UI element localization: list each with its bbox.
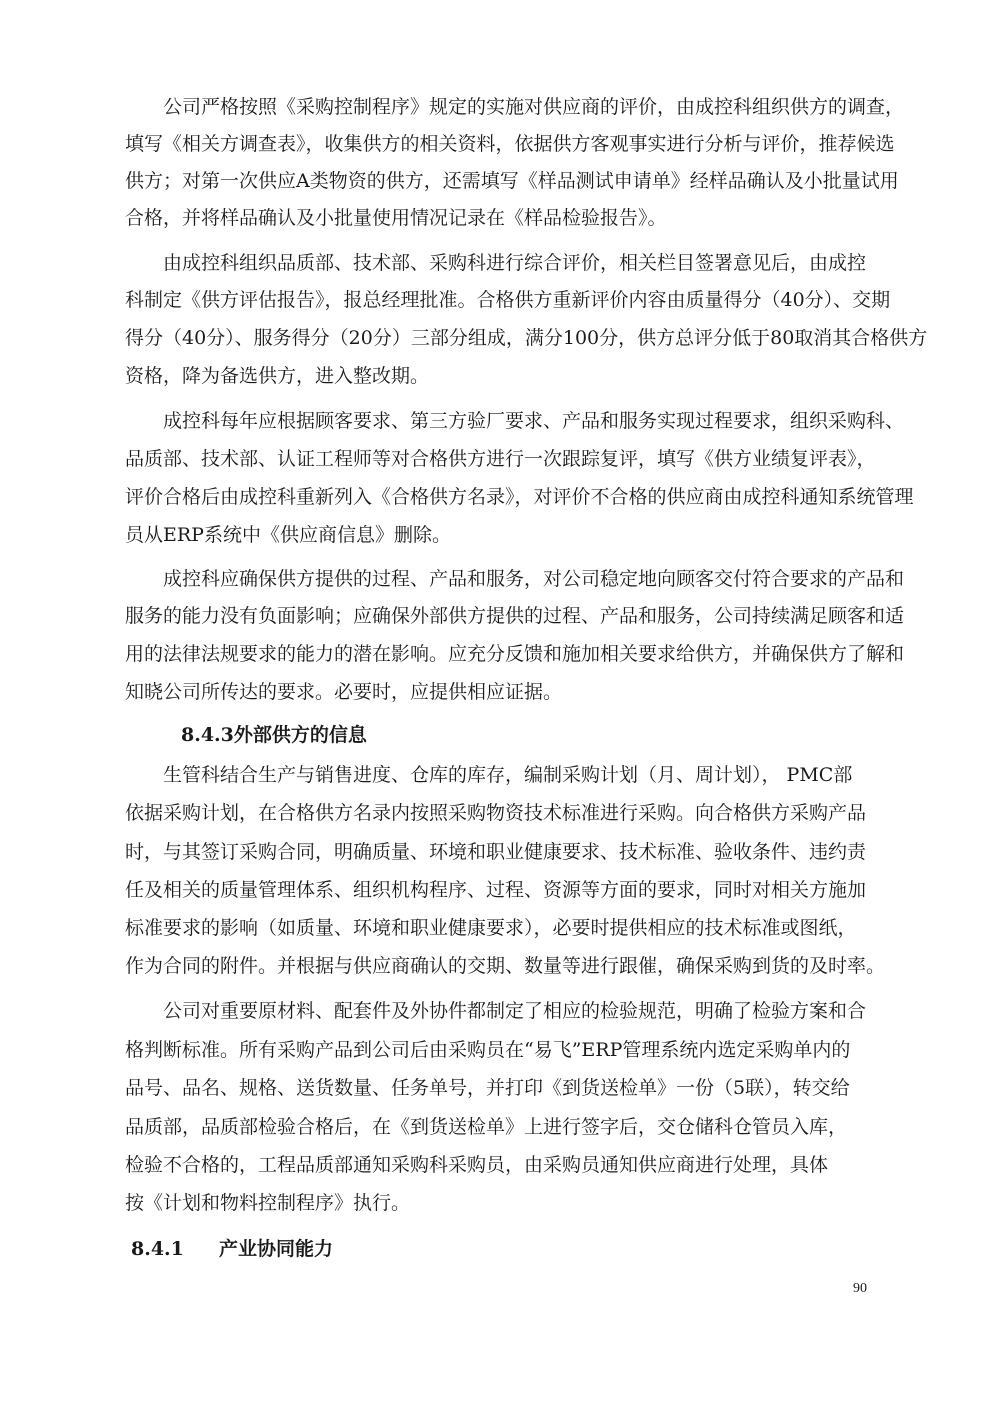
- p2-line-4: 资格，降为备选供方，进入整改期。: [125, 365, 430, 387]
- p1-line-4: 合格，并将样品确认及小批量使用情况记录在《样品检验报告》。: [125, 207, 667, 229]
- page-number: 90: [853, 1281, 867, 1296]
- p1-line-1: 公司严格按照《采购控制程序》规定的实施对供应商的评价，由成控科组织供方的调查，: [163, 96, 905, 118]
- p4-line-1: 成控科应确保供方提供的过程、产品和服务，对公司稳定地向顾客交付符合要求的产品和: [163, 568, 905, 590]
- p6-line-6: 按《计划和物料控制程序》执行。: [125, 1192, 411, 1214]
- p6-line-3: 品号、品名、规格、送货数量、任务单号，并打印《到货送检单》一份（5联），转交给: [125, 1077, 850, 1099]
- p6-line-2: 格判断标准。所有采购产品到公司后由采购员在“易飞”ERP管理系统内选定采购单内的: [125, 1039, 851, 1061]
- p2-line-1: 由成控科组织品质部、技术部、采购科进行综合评价，相关栏目签署意见后，由成控: [163, 252, 867, 274]
- section-title: 产业协同能力: [219, 1238, 334, 1260]
- p5-line-6: 作为合同的附件。并根据与供应商确认的交期、数量等进行跟催，确保采购到货的及时率。: [125, 955, 886, 977]
- p3-line-1: 成控科每年应根据顾客要求、第三方验厂要求、产品和服务实现过程要求，组织采购科、: [163, 410, 905, 432]
- p1-line-2: 填写《相关方调查表》，收集供方的相关资料，依据供方客观事实进行分析与评价，推荐候选: [125, 133, 895, 155]
- section-heading-8-4-3: 8.4.3外部供方的信息: [181, 724, 367, 746]
- p5-line-5: 标准要求的影响（如质量、环境和职业健康要求），必要时提供相应的技术标准或图纸，: [125, 917, 857, 939]
- p4-line-3: 用的法律法规要求的能力的潜在影响。应充分反馈和施加相关要求给供方，并确保供方了解和: [125, 643, 905, 665]
- p3-line-4: 员从ERP系统中《供应商信息》删除。: [125, 524, 451, 546]
- p4-line-4: 知晓公司所传达的要求。必要时，应提供相应证据。: [125, 681, 563, 703]
- p2-line-3: 得分（40分）、服务得分（20分）三部分组成，满分100分，供方总评分低于80取消其合格供方: [125, 327, 928, 349]
- p4-line-2: 服务的能力没有负面影响；应确保外部供方提供的过程、产品和服务，公司持续满足顾客和适: [125, 605, 905, 627]
- p1-line-3: 供方；对第一次供应A类物资的供方，还需填写《样品测试申请单》经样品确认及小批量试用: [125, 170, 899, 192]
- p5-line-2: 依据采购计划，在合格供方名录内按照采购物资技术标准进行采购。向合格供方采购产品: [125, 802, 867, 824]
- p3-line-2: 品质部、技术部、认证工程师等对合格供方进行一次跟踪复评，填写《供方业绩复评表》，: [125, 448, 876, 470]
- p5-line-1: 生管科结合生产与销售进度、仓库的库存，编制采购计划（月、周计划）， PMC部: [163, 764, 853, 786]
- p6-line-5: 检验不合格的，工程品质部通知采购科采购员，由采购员通知供应商进行处理，具体: [125, 1154, 829, 1176]
- p5-line-4: 任及相关的质量管理体系、组织机构程序、过程、资源等方面的要求，同时对相关方施加: [125, 879, 867, 901]
- section-number: 8.4.1: [131, 1238, 184, 1260]
- p6-line-4: 品质部，品质部检验合格后，在《到货送检单》上进行签字后，交仓储科仓管员入库，: [125, 1116, 848, 1138]
- p5-line-3: 时，与其签订采购合同，明确质量、环境和职业健康要求、技术标准、验收条件、违约责: [125, 841, 867, 863]
- section-heading-8-4-1: [131, 1236, 333, 1262]
- p6-line-1: 公司对重要原材料、配套件及外协件都制定了相应的检验规范，明确了检验方案和合: [163, 1000, 867, 1022]
- p2-line-2: 科制定《供方评估报告》，报总经理批准。合格供方重新评价内容由质量得分（40分）、交期: [125, 289, 891, 311]
- p3-line-3: 评价合格后由成控科重新列入《合格供方名录》，对评价不合格的供应商由成控科通知系统管理: [125, 486, 914, 508]
